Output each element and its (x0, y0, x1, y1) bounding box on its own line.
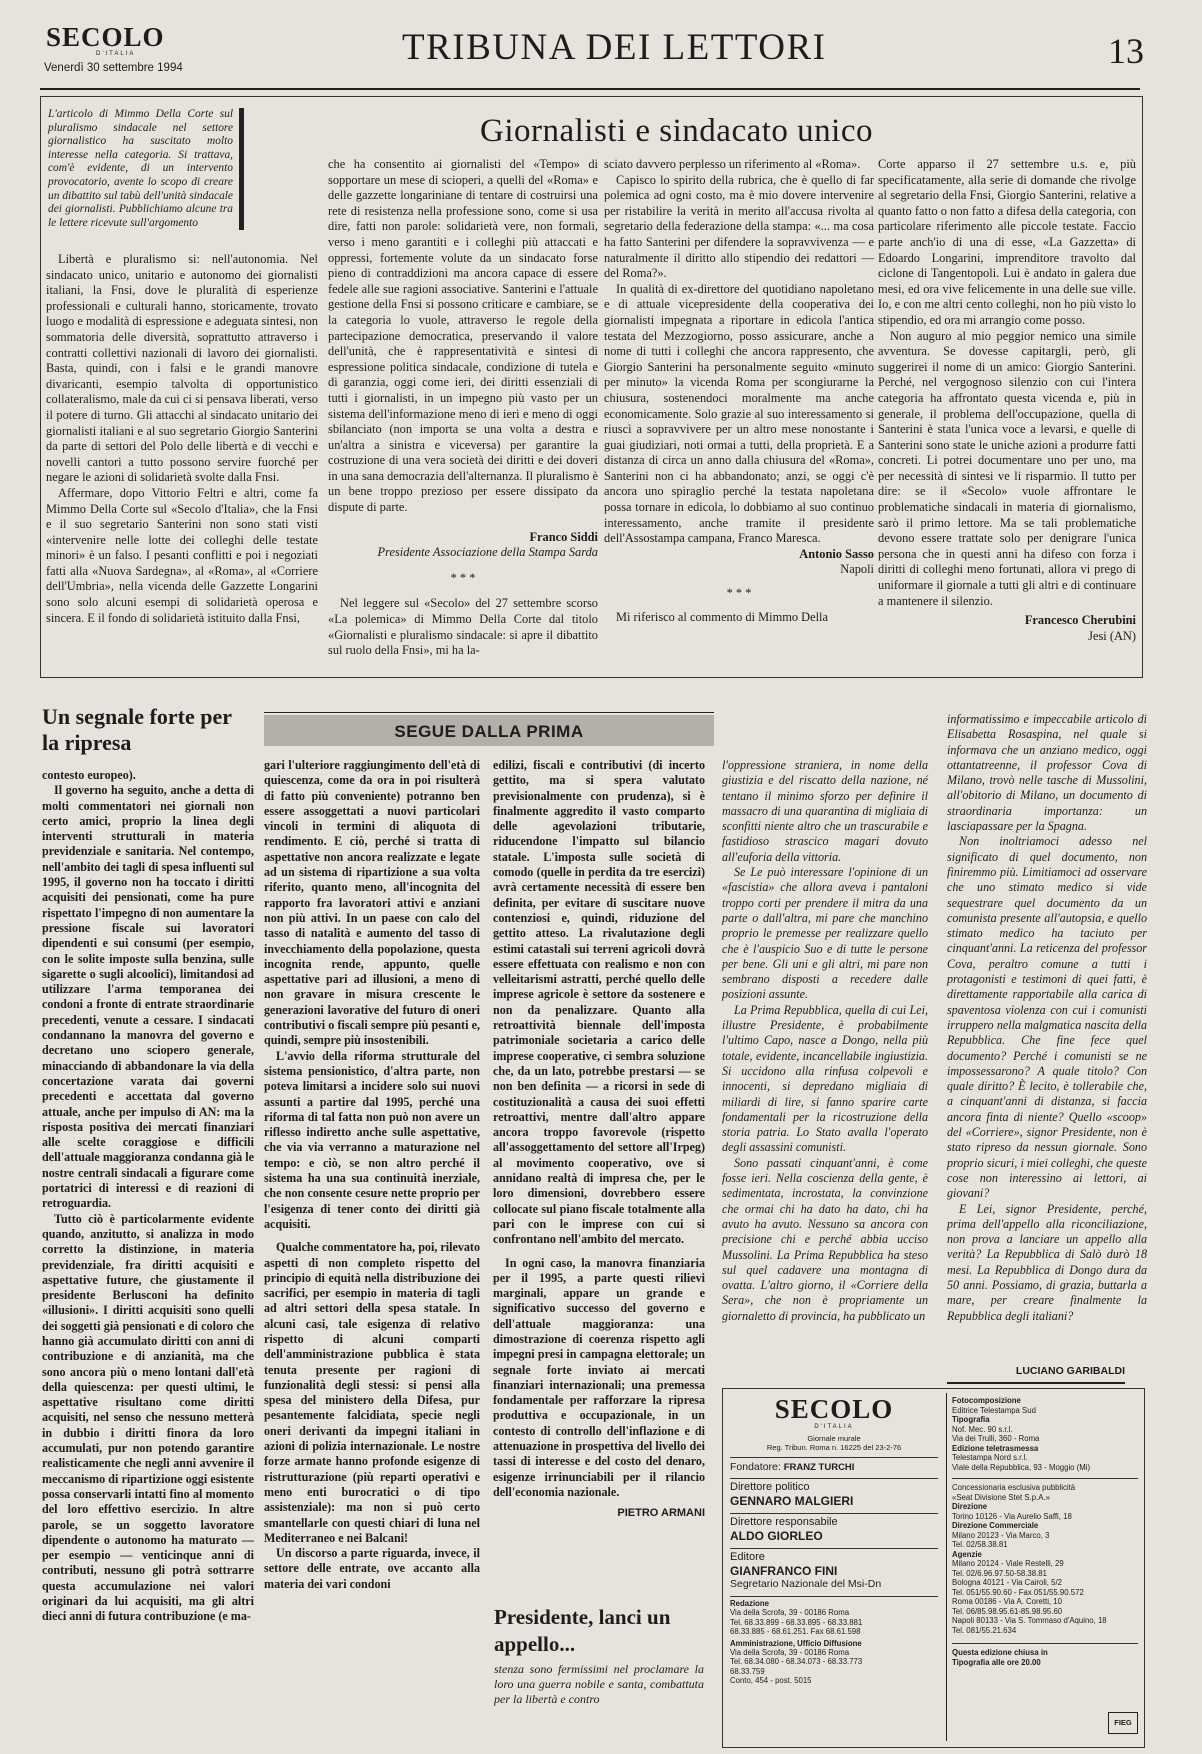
colophon-dir-resp-label: Direttore responsabile (730, 1513, 938, 1529)
letters-column-4 (878, 157, 1136, 644)
paper-logo-sub: D'ITALIA (96, 51, 136, 57)
masthead-rule (40, 88, 1140, 90)
presidente-title: Presidente, lanci un appello... (494, 1605, 671, 1656)
segnale-paragraph: Qualche commentatore ha, poi, rilevato aspetti di non completo rispetto del principio di equità nella distribuzione dei sacrifici, per esempio in materia di tagli ad altri settori della spesa statale. In alcuni casi, tale esigenza di relativo rispetto di alcuni comparti dell'amministrazione pubblica è stata tenuta presente per ragioni di funzionalità degli stessi: si pensi alla spesa del ministero della Difesa, pur pesantemente falcidiata, specie negli oneri derivanti da impegni italiani in azioni di polizia internazionale. Le nostre forze armate hanno profonde esigenze di ristrutturazione (più reparti operativi e meno enti burocratici o di tipo assistenziale): ma non si può certo smantellarle con questi chiari di luna nel Mediterraneo e nei Balcani! (264, 1240, 480, 1545)
colophon-line: Concessionaria esclusiva pubblicità (952, 1478, 1138, 1493)
segnale-paragraph: contesto europeo). (42, 768, 136, 782)
segnale-paragraph: edilizi, fiscali e contributivi (di incerto gettito, ma si spera valutato previsionalmente con prudenza), si è finalmente aggredito il vasto comparto delle agevolazioni tributarie, riducendone l'impatto sul bilancio statale. L'imposta sulle società di comodo (quelle in perdita da tre esercizi) avrà certamente necessità di essere ben definita, per evitare di suscitare nuove contenziosi e, quindi, riduzione del gettito atteso. La rivalutazione degli estimi catastali sui terreni agricoli dovrà essere effettuata con realismo e non con velleitarismi astratti, perché quello delle imprese agricole è settore da sostenere e non da penalizzare. Quanto alla retroattività biennale dell'imposta patrimoniale societaria a carico delle imprese cooperative, ci sembra soluzione che, da un lato, potrebbe prestarsi — se non ben definita — a ricorsi in sede di costituzionalità a causa dei suoi effetti retroattivi, mentre dall'altro appare ancora troppo favorevole (rispetto all'assoggettamento del settore all'Irpeg) al movimento cooperativo, ove si annidano realtà di impresa che, per le loro dimensioni, dovrebbero essere collocate sul piano fiscale totalmente alla pari con le imprese con cui si confrontano nell'ambito del mercato. (493, 758, 705, 1247)
letter-signature-name: Francesco Cherubini (1024, 613, 1136, 628)
segnale-title: Un segnale forte per la ripresa (42, 704, 232, 755)
letters-column-2 (328, 157, 598, 659)
colophon-closing: Questa edizione chiusa in (952, 1643, 1138, 1658)
colophon-line: Telestampa Nord s.r.l. (952, 1453, 1028, 1462)
segnale-paragraph: L'avvio della riforma strutturale del sistema pensionistico, d'altra parte, non poteva limitarsi a incidere solo sui nuovi assunti a partire dal 1995, perché una riforma di tal fatta non può non avere un riflesso indiretto anche sulle aspettative, che via via verranno a maturazione nel tempo: e ciò, se non altro perché il sistema ha una sua continuità inerziale, che non consente cesure nette proprio per l'esigenza di tener conto dei diritti già acquisiti. (264, 1048, 480, 1231)
colophon-line: Editrice Telestampa Sud (952, 1405, 1036, 1415)
presidente-paragraph: l'oppressione straniera, in nome della giustizia e del riscatto della nazione, né tentano il minimo sforzo per definire il massacro di una quarantina di migliaia di sconfitti niente altro che un trascurabile e fastidioso strascico magari dovuto all'euforia della vittoria. (722, 758, 928, 864)
colophon-logo-sub: D'ITALIA (814, 1424, 854, 1430)
colophon-line: Via dei Trulli, 360 - Roma (952, 1434, 1040, 1443)
letter-paragraph: che ha consentito ai giornalisti del «Tempo» di sopportare un mese di scioperi, a quelli del «Roma» e delle gazzette longariniane di tentare di costruirsi una rete di resistenza nella professione sono, come si usa dire, fatti non parole: solidarietà vere, non formali, verso i meno garantiti e i colleghi più attaccati e oppressi, fortemente volute da un sindacato forse pieno di contraddizioni ma ancora capace di essere fedele alle sue ragioni associative. Santerini e l'attuale gestione della Fnsi si possono criticare e cambiare, se la categoria lo vuole, attraverso le regole della partecipazione democratica, preservando il valore dell'unità, che è rappresentatività e sintesi di espressione politica sindacale, condizione di tutela e di garanzia, oggi come ieri, dei diritti essenziali di tutti i giornalisti, in un impegno più vasto per un sistema dell'informazione meno di ieri e meno di oggi sbilanciato (non importa se una volta a destra e un'altra a sinistra e viceversa) per garantire la costruzione di una vera società dei diritti e dei doveri in una sana democrazia dell'alternanza. Il pluralismo è un bene troppo prezioso per essere dissipato da dispute di parte. (328, 157, 598, 515)
letter-paragraph: Non auguro al mio peggior nemico una simile avventura. Se dovesse capitargli, però, gli suggerirei il nome di un amico: Giorgio Santerini. Perché, nel vergognoso silenzio con cui l'intera categoria ha affrontato questa vicenda e, più in generale, il problema dell'occupazione, quella di Santerini è stata l'unica voce a levarsi, e quelle di Santerini sono state le uniche azioni a produrre fatti concreti. Li potrei documentare uno per uno, ma per necessità di sintesi ve li risparmio. Il tutto per dire: se il «Secolo» vuole affrontare le problematiche sindacali in materia di giornalismo, sarò il primo lettore. Ma se tali problematiche devono essere trattate solo per denigrare l'unica persona che in questi anni ha difeso con forza i diritti di colleghi meno fortunati, allora vi prego di uniformare il giornale a tutti gli altri e di continuare a mantenere il silenzio. (878, 328, 1136, 608)
segnale-paragraph: Il governo ha seguito, anche a detta di molti commentatori nei giornali non certo amici, proprio la linea degli interventi strutturali in materia previdenziale e sanitaria. Nel contempo, nell'ambito dei tagli di spesa influenti sul 1995, il governo non ha toccato i diritti acquisiti dei pensionati, come ha pure rispettato l'impegno di non aumentare la pressione fiscale sui lavoratori dipendenti e sui consumi (per esempio, con le solite imposte sulla benzina, sulle sigarette o sugli alcoolici), limitandosi ad utilizzare l'arma temporanea dei condoni a fronte di entrate straordinarie precedenti, venute a cessare. I sindacati condannano la manovra del governo e decretano uno sciopero generale, minacciando di abbandonare la via della concertazione varata dai governi precedenti e accettata dal governo attuale, anche per impulso di AN: ma la risposta positiva dei mercati finanziari alle scelte coraggiose e difficili dell'attuale maggioranza condanna già le nostre centrali sindacali a figurare come portatrici di interessi e di reazioni di retroguardia. (42, 783, 254, 1211)
letter-signature-city: Napoli (840, 562, 874, 577)
colophon-tipografia-label: Tipografia (952, 1415, 990, 1424)
presidente-column-1 (722, 758, 928, 1324)
colophon-line: Tel. 68.33.899 - 68.33.895 - 68.33.881 (730, 1617, 863, 1627)
paper-logo: SECOLO (46, 22, 165, 52)
segnale-paragraph: In ogni caso, la manovra finanziaria per il 1995, a parte questi rilievi marginali, appare un grande e significativo successo del governo e dell'attuale maggioranza: una dimostrazione di coerenza rispetto agli impegni presi in campagna elettorale; un segnale forte inviato ai mercati finanziari internazionali; una premessa fondamentale per rafforzare la ripresa produttiva e occupazionale, in un contesto di controllo dell'inflazione e di attenuazione in prospettiva del livello dei tassi di interesse e del costo del denaro, esigenze irrinunciabili per il rilancio dell'economia nazionale. (493, 1255, 705, 1499)
letters-column-1 (46, 252, 318, 626)
segue-banner-rule (264, 712, 714, 713)
colophon-dir-pol-label: Direttore politico (730, 1478, 938, 1494)
letter-separator: * * * (450, 570, 476, 585)
colophon-line: Tel. 051/55.90.60 - Fax 051/55.90.572 (952, 1587, 1084, 1597)
letter-signature-city: Jesi (AN) (1088, 628, 1136, 643)
colophon-amministrazione-label: Amministrazione, Ufficio Diffusione (730, 1638, 862, 1648)
colophon-fotocomp-label: Fotocomposizione (952, 1396, 1021, 1405)
colophon-dir-pol: GENNARO MALGIERI (730, 1494, 854, 1508)
colophon-line: 68.33.885 - 68.61.251. Fax 68.61.598 (730, 1627, 861, 1637)
letter-signature-role: Presidente Associazione della Stampa Sarda (377, 545, 598, 560)
colophon-dir-resp: ALDO GIORLEO (730, 1529, 823, 1543)
presidente-paragraph: Non inoltriamoci adesso nel significato di quel documento, non finiremmo più. Limitiamoci ad osservare che uno stimato medico si vide sequestrare quel documento da un comunista presente all'autopsia, e quello stimato medico ha taciuto per cinquant'anni. La reticenza del professor Cova, peraltro comune a tutti i protagonisti e testimoni di quei fatti, è direttamente rapportabile alla carica di spaventosa violenza con cui i comunisti irruppero nella malgmatica nascita della Repubblica. Che fine fece quel documento? Perché i comunisti se ne impossessarono? A quale titolo? Con quale diritto? È lecito, è tollerabile che, a cinquant'anni di distanza, si faccia ancora finta di niente? Quello «scoop» del «Corriere», signor Presidente, non è stato ripreso da nessun giornale. Sono proprio sicuri, i miei colleghi, che queste cose non interessino ai lettori, ai giovani? (947, 834, 1147, 1201)
colophon-edizione-label: Edizione teletrasmessa (952, 1443, 1039, 1453)
colophon-line: Milano 20123 - Via Marco, 3 (952, 1530, 1050, 1540)
letter-paragraph: In qualità di ex-direttore del quotidiano napoletano e di attuale vicepresidente della cooperativa dei giornalisti impegnata a riportare in edicola l'antica testata del Mezzogiorno, posso assicurare, anche a nome di tutti i colleghi che ancora rappresento, che Giorgio Santerini ha personalmente seguito «minuto per minuto» la vicenda Roma per scongiurarne la chiusura, sostenendoci moralmente ma anche economicamente. Solo grazie al suo interessamento si riuscì a sopravvivere per un altro mese nonostante i guai giudiziari, noti ormai a tutti, della proprietà. E a distanza di circa un anno dalla chiusura del «Roma», Santerini non ci ha abbandonato; anzi, se oggi c'è ancora uno spiraglio perché la testata napoletana possa tornare in edicola, lo dobbiamo al suo continuo interessamento, anche tramite il presidente dell'Assostampa campana, Franco Maresca. (604, 281, 874, 546)
colophon-registration: Reg. Tribun. Roma n. 16225 del 23-2-76 (766, 1443, 902, 1452)
colophon-line: Via della Scrofa, 39 - 00186 Roma (730, 1608, 850, 1618)
letters-title: Giornalisti e sindacato unico (480, 113, 873, 149)
fieg-logo: FIEG (1108, 1712, 1138, 1734)
masthead (40, 20, 1160, 90)
letter-paragraph: Capisco lo spirito della rubrica, che è quello di far polemica ad ogni costo, ma è mio dovere intervenire per ristabilire la verità in merito all'accusa rivolta al segretario della federazione della stampa: «... ma cosa ha fatto Santerini per difendere la sopravvivenza — e naturalmente il diritto allo stipendio dei redattori — del Roma?». (604, 172, 874, 281)
presidente-paragraph: E Lei, signor Presidente, perché, prima dell'appello alla riconciliazione, non prova a lanciare un appello alla verità? La Repubblica di Salò durò 18 mesi. La Repubblica di Dongo dura da 50 anni. Possiamo, di grazia, buttarla a mare, per creare finalmente la Repubblica degli italiani? (947, 1201, 1147, 1323)
letter-signature-name: Franco Siddi (529, 529, 598, 544)
letter-separator: * * * (726, 586, 752, 601)
colophon-line: Via della Scrofa, 39 - 00186 Roma (730, 1648, 850, 1658)
letter-paragraph: Corte apparso il 27 settembre u.s. e, più specificatamente, alla serie di domande che rivolge al segretario della Fnsi, Giorgio Santerini, relative a quanto fatto o non fatto a difesa della categoria, con particolare riferimento alle piccole testate. Faccio parte anch'io di una di esse, «La Gazzetta» di Edoardo Longarini, imprenditore travolto dal ciclone di Tangentopoli. Lui è andato in galera due mesi, ed ora vive felicemente in una delle sue ville. Io, e con me altri cento colleghi, non ho più visto lo stipendio, ed ora mi arrangio come posso. (878, 157, 1136, 327)
segnale-paragraph: gari l'ulteriore raggiungimento dell'età di quiescenza, come da ora in poi risulterà di fatto più conveniente) potranno ben essere assoggettati a nuovi particolari vincoli in termini di aliquota di rendimento. E ciò, perché si tratta di aspettative non ancora realizzate e legate ad un sistema di ripartizione a sua volta riferito, quanto meno, all'incognita del rapporto fra lavoratori attivi e anziani non più attivi. In un paese con calo del tasso di natalità e aumento del tasso di invecchiamento della popolazione, questa incognita rende, appunto, quelle aspettative pari ad illusioni, a meno di non gravare in misura crescente le generazioni lavorative del futuro di oneri contributivi o fiscali sempre più pesanti e, quindi, sempre più insostenibili. (264, 758, 480, 1048)
letter-paragraph: Libertà e pluralismo si: nell'autonomia. Nel sindacato unico, unitario e autonomo dei giornalisti italiani, la Fnsi, dove le pluralità di esperienze professionali e culturali hanno, storicamente, trovato luogo e modalità di espressione e adeguata sintesi, non sommatoria delle diversità, soprattutto attraverso i contratti collettivi nazionali di lavoro dei giornalisti. Basta, quindi, con i falsi e le grandi manovre divaricanti, esempio talvolta di opportunistico collateralismo, male da cui ci si pensava liberati, verso il potere di turno. Gli attacchi al sindacato unitario dei giornalisti italiani e al suo segretario Giorgio Santerini da parte di settori del Polo delle libertà e di vecchi e novelli cantori a tutto possono servire fuorché per negare le azioni di solidarietà svolte dalla Fnsi. (46, 252, 318, 485)
colophon-line: Nof. Mec. 90 s.r.l. (952, 1424, 1013, 1434)
segnale-column-3 (493, 758, 705, 1522)
presidente-lead: stenza sono fermissimi nel proclamare la loro una guerra nobile e santa, combattuta per la libertà e contro (494, 1662, 704, 1706)
segnale-author: PIETRO ARMANI (617, 1507, 705, 1520)
colophon-right (952, 1396, 1138, 1667)
colophon-editor-role: Segretario Nazionale del Msi-Dn (730, 1578, 882, 1590)
segnale-paragraph: Tutto ciò è particolarmente evidente quando, anzitutto, si analizza in modo corretto la distinzione, in materia previdenziale, fra diritti acquisiti e aspettative future, che giustamente il presidente Berlusconi ha definito «illusioni». I diritti acquisiti sono quelli dei soggetti già pensionati e di coloro che hanno già accumulato diritti con anni di contribuzione e di anzianità, ma che sono ancora più o meno lontani dall'età della quiescenza: per questi ultimi, le aspettative risultano come diritti acquisiti, nel senso che nessuno metterà in dubbio i diritti finora da loro accumulati, pur non potendo garantire realisticamente che negli anni avvenire il meccanismo di ripartizione oggi esistente possa conservarli intatti fino al momento del loro effettivo esercizio. In altre parole, se un soggetto lavoratore dipendente o autonomo ha maturato — per esempio — venticinque anni di contributi, nessuno gli potrà sottrarre questa accumulazione nei valori originari da lui acquisiti, ma gli altri dieci anni di futura contribuzione (e ma- (42, 1211, 254, 1624)
colophon-agenzie-label: Agenzie (952, 1549, 982, 1559)
colophon-line: 68.33.759 (730, 1666, 765, 1676)
colophon-left (730, 1394, 938, 1686)
presidente-paragraph: Sono passati cinquant'anni, è come fosse ieri. Nella coscienza della gente, è sedimentata, incrostata, la convinzione che ormai chi ha dato ha dato, chi ha avuto ha avuto. Nessuno sa ancora con precisione chi e perché abbia ucciso Mussolini. La Prima Repubblica ha steso sul quel cadavere una montagna di ovatta. L'altro giorno, il «Corriere della Sera», che non è propriamente un giornaletto di provincia, ha pubblicato un (722, 1155, 928, 1323)
presidente-rule (947, 1382, 1125, 1384)
segue-banner-text: SEGUE DALLA PRIMA (394, 722, 584, 741)
colophon-founder: FRANZ TURCHI (783, 1462, 855, 1473)
colophon-founder-label: Fondatore: (730, 1461, 781, 1473)
colophon-line: Tel. 02/58.38.81 (952, 1540, 1008, 1549)
issue-date: Venerdì 30 settembre 1994 (44, 62, 183, 74)
colophon-line: Napoli 80133 - Via S. Tommaso d'Aquino, 18 (952, 1616, 1107, 1625)
letter-signature-name: Antonio Sasso (799, 546, 874, 561)
colophon-line: Conto, 454 - post. 5015 (730, 1676, 812, 1686)
colophon-line: Milano 20124 - Viale Restelli, 29 (952, 1559, 1064, 1568)
segnale-paragraph: Un discorso a parte riguarda, invece, il settore delle entrate, ove accanto alla materia dei vari condoni (264, 1546, 480, 1591)
colophon-line: Tel. 02/6.96.97.50-58.38.81 (952, 1568, 1047, 1578)
colophon-redazione-label: Redazione (730, 1599, 769, 1608)
colophon-line: Torino 10126 - Via Aurelio Saffi, 18 (952, 1511, 1072, 1521)
colophon-founder-row (730, 1457, 938, 1474)
colophon-redazione (730, 1596, 938, 1686)
letter-paragraph: Mi riferisco al commento di Mimmo Della (616, 609, 828, 624)
colophon-logo: SECOLO (774, 1394, 894, 1424)
colophon-line: Viale della Repubblica, 93 - Moggio (Mi) (952, 1462, 1091, 1472)
colophon-line: Bologna 40121 - Via Cairoli, 5/2 (952, 1578, 1062, 1587)
letters-column-3 (604, 157, 874, 625)
colophon-line: Roma 00186 - Via A. Coretti, 10 (952, 1597, 1062, 1606)
colophon-line: Tel. 06/85.98.95.61-85.98.95.60 (952, 1606, 1063, 1616)
presidente-column-2 (947, 712, 1147, 1324)
page-number: 13 (1108, 31, 1144, 71)
colophon-direzione-label: Direzione (952, 1502, 988, 1511)
colophon-editor: GIANFRANCO FINI (730, 1564, 838, 1578)
segnale-column-2 (264, 758, 480, 1592)
letter-paragraph: sciato davvero perplesso un riferimento al «Roma». (604, 157, 861, 171)
colophon-editor-label: Editore (730, 1548, 938, 1564)
presidente-paragraph: La Prima Repubblica, quella di cui Lei, illustre Presidente, è probabilmente l'ultimo Capo, nasce a Dongo, nella più totale, evidente, incancellabile ingiustizia. Si uccidono alla rinfusa colpevoli e innocenti, si depredano migliaia di miliardi di lire, si fanno sparire carte fondamentali per la ricostruzione della storia patria. Lo Stato avalla l'operato degli assassini comunisti. (722, 1002, 928, 1155)
section-title: TRIBUNA DEI LETTORI (402, 27, 827, 68)
colophon-line: Tel. 68.34.080 - 68.34.073 - 68.33.773 (730, 1657, 863, 1667)
letter-paragraph: Nel leggere sul «Secolo» del 27 settembre scorso «La polemica» di Mimmo Della Corte dal titolo «Giornalisti e pluralismo sindacale: si apre il dibattito sul ruolo della Fnsi», mi ha la- (328, 596, 598, 658)
segnale-column-1 (42, 768, 254, 1625)
presidente-paragraph: Se Le può interessare l'opinione di un «fascistia» che allora aveva i pantaloni troppo corti per prendere il mitra da una parte o dall'altra, mi pare che manchino proprio le premesse per realizzare quello che è l'auspicio Suo e di tutte le persone per bene. Gli uni e gli altri, mi pare non sembrano disposti a recedere dalle posizioni assunte. (722, 865, 928, 1002)
colophon-registration: Giornale murale (807, 1434, 861, 1443)
presidente-author: LUCIANO GARIBALDI (1015, 1365, 1125, 1377)
colophon-line: Direzione Commerciale (952, 1521, 1039, 1530)
presidente-paragraph: informatissimo e impeccabile articolo di Elisabetta Rosaspina, nel quale si informava che un anziano medico, oggi ottantatreenne, il professor Cova di Milano, trovò nelle tasche di Mussolini, all'obitorio di Milano, un documento di straordinaria importanza: un lasciapassare per la Spagna. (947, 712, 1147, 834)
letter-paragraph: Affermare, dopo Vittorio Feltri e altri, come fa Mimmo Della Corte sul «Secolo d'Italia», che la Fnsi e il suo segretario Santerini non sono stati visti «intervenire nelle lotte dei colleghi delle testate minori» è un falso. I pesanti conflitti e poi i negoziati fatti alla «Nuova Sardegna», al «Roma», al «Corriere dell'Umbria», nella vicenda delle Gazzette Longarini sono solo alcuni esempi di solidarietà operosa e sincera. E il fondo di solidarietà istituito dalla Fnsi, (46, 485, 318, 625)
letters-intro: L'articolo di Mimmo Della Corte sul pluralismo sindacale nel settore giornalistico ha suscitato molto interesse nella categoria. Si trattava, com'è evidente, di un intervento provocatorio, avente lo scopo di creare un dibattito sul tabù dell'unità sindacale dei giornalisti. Pubblichiamo alcune tra le lettere ricevute sull'argomento (48, 108, 244, 230)
colophon-divider (946, 1393, 947, 1741)
colophon-line: «Seat Divisione Stet S.p.A.» (952, 1492, 1050, 1502)
colophon-line: Tel. 081/55.21.634 (952, 1625, 1017, 1635)
colophon-closing: Tipografia alle ore 20.00 (952, 1657, 1041, 1667)
